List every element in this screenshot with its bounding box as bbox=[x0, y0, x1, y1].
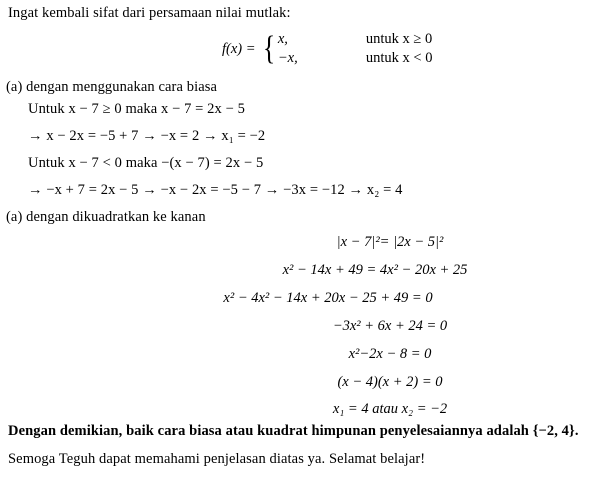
piecewise-lhs: f(x) = bbox=[222, 40, 256, 57]
section-b-equation-2 bbox=[230, 263, 520, 278]
piecewise-value: −x, bbox=[277, 50, 298, 67]
conclusion-bold-text: Dengan demikian, baik cara biasa atau kuadrat himpunan penyelesaiannya adalah {−2, 4}. bbox=[8, 423, 579, 439]
piecewise-condition: untuk x < 0 bbox=[365, 50, 433, 67]
section-a-line-3 bbox=[28, 156, 263, 171]
section-b-equation-6 bbox=[290, 375, 490, 390]
section-b-equation-6-text: (x − 4)(x + 2) = 0 bbox=[337, 374, 443, 390]
section-a-line-4-text: → −x + 7 = 2x − 5 → −x − 2x = −5 − 7 → −3x = −12 → x₂ = 4 bbox=[28, 182, 403, 198]
conclusion-note-text: Semoga Teguh dapat memahami penjelasan diatas ya. Selamat belajar! bbox=[8, 451, 426, 467]
section-b-equation-5-text: x²−2x − 8 = 0 bbox=[348, 346, 432, 362]
section-b-equation-4 bbox=[290, 319, 490, 334]
section-b-equation-7 bbox=[290, 402, 490, 417]
section-b-equation-5 bbox=[290, 347, 490, 362]
piecewise-value: x, bbox=[277, 31, 288, 48]
piecewise-rows bbox=[278, 30, 433, 68]
section-b-equation-4-text: −3x² + 6x + 24 = 0 bbox=[332, 318, 448, 334]
section-b-equation-1-text: |x − 7|²= |2x − 5|² bbox=[336, 234, 444, 250]
conclusion-note bbox=[8, 452, 425, 467]
piecewise-definition bbox=[222, 30, 432, 68]
section-a-line-1 bbox=[28, 102, 245, 117]
piecewise-row bbox=[278, 49, 433, 68]
intro-text bbox=[8, 6, 291, 21]
section-b-equation-2-text: x² − 14x + 49 = 4x² − 20x + 25 bbox=[282, 262, 468, 278]
intro-text-label: Ingat kembali sifat dari persamaan nilai mutlak: bbox=[8, 5, 291, 21]
section-a-line-1-text: Untuk x − 7 ≥ 0 maka x − 7 = 2x − 5 bbox=[28, 101, 245, 117]
piecewise-row bbox=[278, 30, 433, 49]
section-a-line-4 bbox=[28, 183, 402, 198]
section-a-label bbox=[6, 80, 217, 95]
section-b-equation-1 bbox=[290, 235, 490, 250]
section-b-label bbox=[6, 210, 206, 225]
section-a-line-2-text: → x − 2x = −5 + 7 → −x = 2 → x₁ = −2 bbox=[28, 128, 266, 144]
section-a-label-text: (a) dengan menggunakan cara biasa bbox=[6, 79, 218, 95]
section-a-line-3-text: Untuk x − 7 < 0 maka −(x − 7) = 2x − 5 bbox=[28, 155, 264, 171]
section-a-line-2 bbox=[28, 129, 265, 144]
conclusion-bold bbox=[8, 424, 579, 439]
section-b-equation-7-text: x₁ = 4 atau x₂ = −2 bbox=[332, 401, 448, 417]
section-b-equation-3-text: x² − 4x² − 14x + 20x − 25 + 49 = 0 bbox=[223, 290, 433, 306]
piecewise-condition: untuk x ≥ 0 bbox=[365, 31, 433, 48]
section-b-equation-3 bbox=[178, 291, 478, 306]
section-b-label-text: (a) dengan dikuadratkan ke kanan bbox=[6, 209, 206, 225]
left-brace-icon: { bbox=[262, 29, 275, 67]
